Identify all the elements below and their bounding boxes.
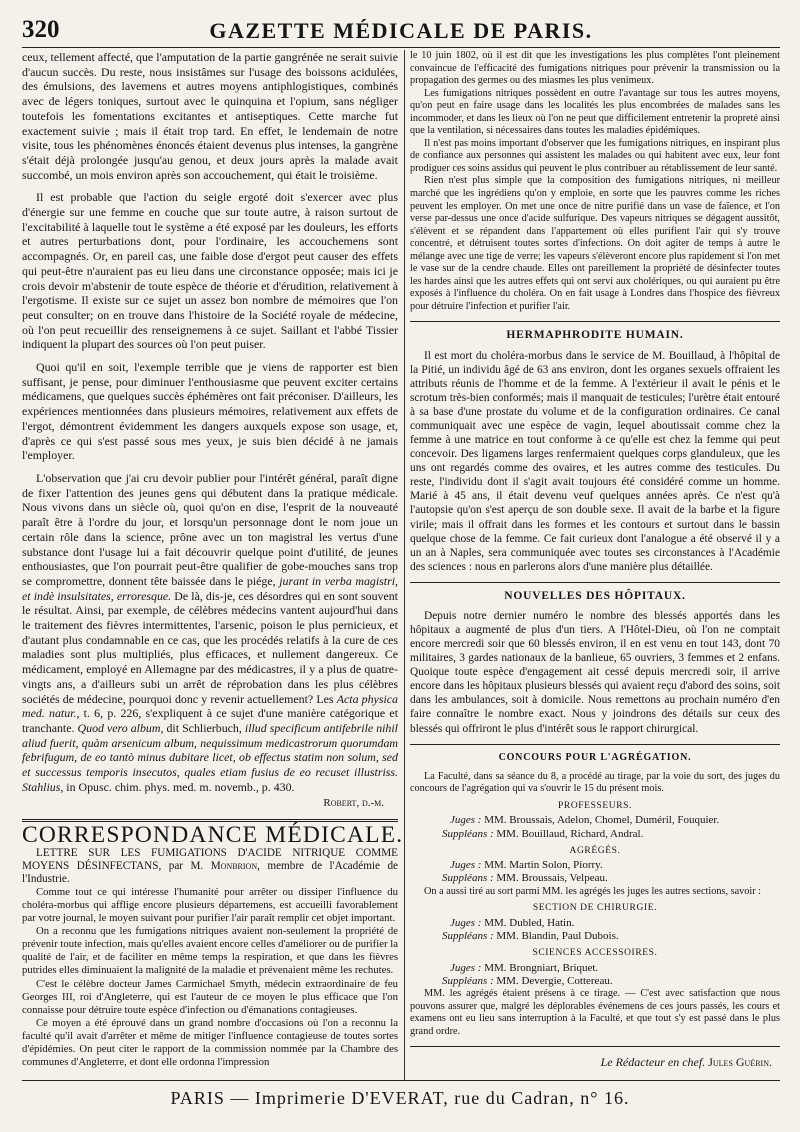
jury-names: MM. Blandin, Paul Dubois. <box>496 929 619 942</box>
left-column <box>22 50 404 1069</box>
jury-line <box>410 975 780 988</box>
latin-quote: Quod vero album, <box>77 720 164 735</box>
subsection-agreges: AGRÉGÉS. <box>569 845 621 856</box>
letter-paragraph: Rien n'est plus simple que la composition des fumigations nitriques, ni meilleur marché que les ingrédiens qu'on y emploie, en sorte que les pauvres comme les riches peuvent les employer. On met une once de nitre purifié dans un vase de faïence, et l'on verse par-dessus une once d'acide sulfurique. Des vapeurs nitriques se dégagent aussitôt, s'élèvent et se répandent dans l'appartement où elles purifient l'air qui s'y trouve concentré, et détruisent toutes sortes d'infections. On doit agiter de temps à autre le mélange avec une tige de verre; les vapeurs s'élèveront encore plus rapidement si l'on met le vase sur de la cendre chaude. Elles ont pareillement la propriété de désinfecter toutes les hardes ainsi que les autres effets qui ont servi aux cholériques, ou qui auraient pu être exposés à l'influence du choléra. On en fait usage à Londres dans l'hospice des fièvreux pour détruire l'infection et purifier l'air. <box>410 175 780 312</box>
jury-line <box>410 859 780 872</box>
letter-author: Monbrion <box>210 859 258 872</box>
subsection-sciences-accessoires: SCIENCES ACCESSOIRES. <box>532 948 658 959</box>
jury-line <box>410 814 780 827</box>
jury-label: Juges : <box>450 814 482 827</box>
subsection-chirurgie: SECTION DE CHIRURGIE. <box>532 903 658 914</box>
letter-paragraph: On a reconnu que les fumigations nitriques avaient non-seulement la propriété de prévenir toute infection, mais qu'elles avaient encore celles d'améliorer ou de purifier la qualité de l'air, et de faciliter en même temps la respiration, et que dans les fièvres putrides elles diminuaient la malignité de la maladie et prévenaient même les rechutes. <box>22 925 398 977</box>
jury-label: Juges : <box>450 859 482 872</box>
footer-rule <box>22 1080 780 1081</box>
letter-paragraph: le 10 juin 1802, où il est dit que les investigations les plus complètes l'ont pleinement convaincue de l'efficacité des fumigations nitriques pour prévenir la transmission ou la propagation des germes ou des miasmes les plus venimeux. <box>410 50 780 87</box>
jury-names: MM. Broussais, Adelon, Chomel, Duméril, Fouquier. <box>484 814 720 827</box>
text-run: LETTRE SUR LES FUMIGATIONS D'ACIDE NITRIQUE COMME MOYENS DÉSINFECTANS, par M. <box>22 846 398 872</box>
page-number: 320 <box>22 16 60 43</box>
jury-label: Suppléans : <box>442 974 494 987</box>
jury-names: MM. Bouillaud, Richard, Andral. <box>496 827 644 840</box>
jury-names: MM. Broussais, Velpeau. <box>496 872 608 885</box>
letter-paragraph: Les fumigations nitriques possèdent en outre l'avantage sur tous les autres moyens, qu'on peut en faire usage dans les localités les plus encombrées de malades sans les incommoder, et dans les lieux où l'on ne peut que difficilement entretenir la propreté ainsi que la ventilation, si nécessaires dans toutes les maladies épidémiques. <box>410 87 780 137</box>
editor-name: Jules Guérin. <box>708 1055 772 1070</box>
jury-list <box>410 814 780 840</box>
article-paragraph: Il est probable que l'action du seigle ergoté doit s'exercer avec plus d'énergie sur une femme en couche que sur toute autre, à raison surtout de l'excitabilité à laquelle tout le système a été exposé par les douleurs, les efforts et autres perturbations dont, pour l'ordinaire, les accouchemens sont accompagnés. Or, en pareil cas, une faible dose d'ergot peut causer des effets qui peut-être n'auraient pas eu lieu dans une circonstance opposée; mais ici je crois devoir m'abstenir de toute espèce de théorie et d'érudition, relativement à l'ergotisme. Il existe sur ce sujet un assez bon nombre de mémoires que l'on peut consulter; on en trouve dans l'histoire de la Société royale de médecine, où l'on peut recueillir des renseignemens à ce sujet. Saillant et l'abbé Tissier indiquent la plupart des sources où l'on peut puiser. <box>22 190 398 352</box>
editor-signature <box>410 1055 772 1069</box>
article-signature: Robert, d.-m. <box>323 797 384 810</box>
latin-quote: jurant in verba magistri, et indè insulsitates, erroresque. <box>22 573 398 603</box>
jury-line <box>410 930 780 943</box>
section-rule <box>410 582 780 583</box>
section-title-correspondance: CORRESPONDANCE MÉDICALE. <box>22 822 404 849</box>
text-run: De là, dis-je, ces désordres qui en sont souvent le résultat. Ainsi, par exemple, de célèbres médecins vantent aujourd'hui dans le traitement des fièvres intermittentes, l'arsenic, poison le plus pernicieux, et d'autant plus condamnable en ce cas, que les procédés relatifs à la cure de ces maladies sont plus multipliés, plus efficaces, et nullement dangereux. Ce médicament, employé en Allemagne par des médicastres, il y a plus de quatre-vingts ans, a d'ailleurs subi un arrêt de réprobation dans les plus célèbres sociétés de médecine, pourquoi donc y revenir actuellement? Les <box>22 588 398 706</box>
concours-paragraph: On a aussi tiré au sort parmi MM. les agrégés les juges les autres sections, savoir : <box>424 885 762 897</box>
letter-heading <box>22 847 398 886</box>
jury-names: MM. Martin Solon, Piorry. <box>484 859 603 872</box>
jury-label: Suppléans : <box>442 872 494 885</box>
text-run: , t. 6, p. 226, s'expliquent à ce sujet d'une manière catégorique et tranchante. <box>22 706 399 735</box>
letter-paragraph: Ce moyen a été éprouvé dans un grand nombre d'occasions où l'on a reconnu la faculté qu'il avait d'arrêter et même de mitiger l'influence contagieuse de toutes sortes d'épidémies. On peut citer le rapport de la commission nommée par la Chambre des communes d'Angleterre, et dont elle ordonna l'impression <box>22 1016 398 1069</box>
section-title-concours: CONCOURS POUR L'AGRÉGATION. <box>498 751 692 763</box>
editor-label: Le Rédacteur en chef. <box>600 1055 706 1070</box>
jury-list <box>410 859 780 885</box>
section-rule <box>410 1046 780 1047</box>
jury-list <box>410 917 780 943</box>
jury-line <box>410 917 780 930</box>
jury-label: Suppléans : <box>442 827 494 840</box>
citation-title: Acta physica med. natur. <box>22 691 398 721</box>
jury-label: Juges : <box>450 916 482 929</box>
column-separator <box>404 50 405 1080</box>
article-paragraph: Depuis notre dernier numéro le nombre des blessés apportés dans les hôpitaux a augmenté de plus d'un tiers. A l'Hôtel-Dieu, où l'on ne comptait encore mercredi soir que 60 blessés environ, il en est venu en tout 143, dont 70 militaires, 3 gardes nationaux de la banlieue, 65 ouvriers, 3 femmes et 2 enfans. Quoique toute espèce d'engagement ait cessé depuis mercredi soir, il arrive encore dans les hôpitaux plusieurs blessés qui avaient reçu d'abord des soins, soit dans les ambulances, soit à domicile. Nous remettons au prochain numéro d'en faire connaître le nombre exact. Nous y joindrons des détails sur ceux des blessés qui offriront le plus d'intérêt sous le rapport chirurgical. <box>410 609 780 735</box>
subsection-professeurs: PROFESSEURS. <box>558 800 632 811</box>
jury-names: MM. Dubled, Hatin. <box>484 916 575 929</box>
article-paragraph: Il est mort du choléra-morbus dans le service de M. Bouillaud, à l'hôpital de la Pitié, un individu âgé de 63 ans environ, dont les organes sexuels offraient les attributs réunis de l'homme et de la femme. A l'extérieur il avait le pénis et le scrotum très-bien conformés; mais il manquait de testicules; l'urètre était entouré à sa base d'une prostate du volume et de la configuration ordinaires. Ce canal communiquait avec une espèce de vagin, lequel aboutissait comme chez la femme à une matrice en tout conforme à ce qu'elle est chez la femme qui peut concevoir. Des ligamens larges renfermaient quelques corps glanduleux, que les uns ont regardés comme des ovaires, et les autres comme des testicules. Du reste, l'individu dont il s'agit avait toujours été considéré comme un homme. Marié à 45 ans, il était devenu veuf quelques années après. Ce n'est qu'à l'autopsie qu'on s'est aperçu de son double sexe. Il avait de la barbe et la figure virile; mais il offrait dans les formes et les contours et surtout dans le bassin quelque chose de la femme. Ce fait curieux dont l'analogue a été observé il y a un an à Naples, sera communiquée avec toutes ses circonstances à l'Académie des sciences : nous en parlerons alors d'une manière plus détaillée. <box>410 349 780 573</box>
letter-continuation <box>410 50 780 313</box>
jury-line <box>410 872 780 885</box>
text-run: in Opusc. chim. phys. med. m. novemb., p. 430. <box>66 779 295 794</box>
letter-paragraph: Comme tout ce qui intéresse l'humanité pour arrêter ou dissiper l'influence du choléra-morbus qui afflige encore plusieurs départemens, est accueilli favorablement par votre journal, le moyen suivant pour purifier l'air paraît remplir cet objet important. <box>22 885 398 925</box>
section-title-hermaphrodite: HERMAPHRODITE HUMAIN. <box>506 329 684 342</box>
text-run: , membre de l'Académie de l'Industrie. <box>22 859 399 885</box>
section-rule <box>410 744 780 745</box>
article-paragraph <box>22 471 398 794</box>
jury-names: MM. Brongniart, Briquet. <box>484 961 599 974</box>
jury-line <box>410 962 780 975</box>
letter-paragraph: C'est le célèbre docteur James Carmichael Smyth, médecin extraordinaire de feu Georges III, roi d'Angleterre, qui est l'auteur de ce moyen le plus efficace que l'on connaisse pour détruire toute espèce d'infection ou d'émanations contagieuses. <box>22 977 398 1016</box>
article-paragraph: Quoi qu'il en soit, l'exemple terrible que je viens de rapporter est bien suffisant, je pense, pour diminuer l'enthousiasme que peuvent exciter certains médicamens, que quelques succès éphémères ont fait préconiser. D'ailleurs, les expériences mentionnées dans plusieurs mémoires, relativement aux effets de l'ergot, démontrent évidemment les dangers auxquels expose son usage, et, d'après ce qui s'est passé sous mes yeux, je suis bien décidé à ne jamais l'employer. <box>22 360 398 463</box>
article-paragraph: ceux, tellement affecté, que l'amputation de la partie gangrénée ne serait suivie d'aucun succès. Du reste, nous insistâmes sur l'usage des boissons acidulées, des émulsions, des lavemens et autres moyens antiphlogistiques, combinés avec de légers toniques, surtout avec le quinquina et l'opium, sans négliger toutefois les fomentations excitantes et antiseptiques. Cette marche fut exactement suivie ; mais il était trop tard. En effet, le lendemain de notre visite, tous les phénomènes énoncés étaient devenus plus intenses, la gangrène s'était déjà prolongée jusqu'au genou, et deux jours après la malade avait succombé, un mois environ après son accouchement, qui était le troisième. <box>22 50 398 182</box>
jury-line <box>410 828 780 841</box>
section-rule <box>410 321 780 322</box>
concours-paragraph: MM. les agrégés étaient présens à ce tirage. — C'est avec satisfaction que nous pouvons assurer que, malgré les déplorables événemens de ces jours passés, les cours et examens ont eu lieu sans interruption à la Faculté, et que tout s'y est passé dans le plus grand ordre. <box>410 988 780 1037</box>
letter-paragraph: Il n'est pas moins important d'observer que les fumigations nitriques, en inspirant plus de confiance aux personnes qui assistent les malades ou qui habitent avec eux, leur font prodiguer ces soins assidus qui peuvent le plus contribuer au rétablissement de leur santé. <box>410 137 780 174</box>
right-column <box>410 50 780 1069</box>
jury-label: Juges : <box>450 961 482 974</box>
latin-quote: illud specificum antifebrile nihil aliud fuerit, quàm arsenicum album, nequissimum medicastrorum quorumdam febrifugum, de eo tantò minus dubitare licet, ob effectus statim non solum, sed et successus temporis insecutos, quales etiam fusius de eo recuset illustriss. Stahlius, <box>22 720 398 794</box>
header-rule <box>22 47 780 48</box>
journal-title: GAZETTE MÉDICALE DE PARIS. <box>209 18 593 43</box>
page-header <box>22 14 780 46</box>
concours-paragraph: La Faculté, dans sa séance du 8, a procédé au tirage, par la voie du sort, des juges du concours de l'agrégation qui va s'ouvrir le 15 du présent mois. <box>410 770 780 795</box>
concours-body <box>410 771 780 1039</box>
text-run: dit Schlierbuch, <box>166 720 242 735</box>
jury-names: MM. Devergie, Cottereau. <box>496 974 613 987</box>
jury-label: Suppléans : <box>442 929 494 942</box>
letter-body <box>22 886 398 1069</box>
jury-list <box>410 962 780 988</box>
section-title-hopitaux: NOUVELLES DES HÔPITAUX. <box>504 589 686 602</box>
printer-imprint: PARIS — Imprimerie D'EVERAT, rue du Cadran, n° 16. <box>170 1088 630 1108</box>
text-run: L'observation que j'ai cru devoir publier pour l'intérêt général, paraît digne de fixer l'attention des jeunes gens qui débutent dans la pratique médicale. Nous vivons dans un siècle où, quoi qu'on en dise, l'esprit de la nouveauté paraît être à l'ordre du jour, et lorsqu'un personnage dont le nom joue un certain rôle dans la science, prône avec un ton magistral les vertus d'une substance dont l'usage lui a fait découvrir quelque point d'utilité, de jeunes enthousiastes, que l'on pourrait peut-être qualifier de gobe-mouches sans trop se compromettre, donnent tête baissée dans le piége, <box>22 470 398 588</box>
